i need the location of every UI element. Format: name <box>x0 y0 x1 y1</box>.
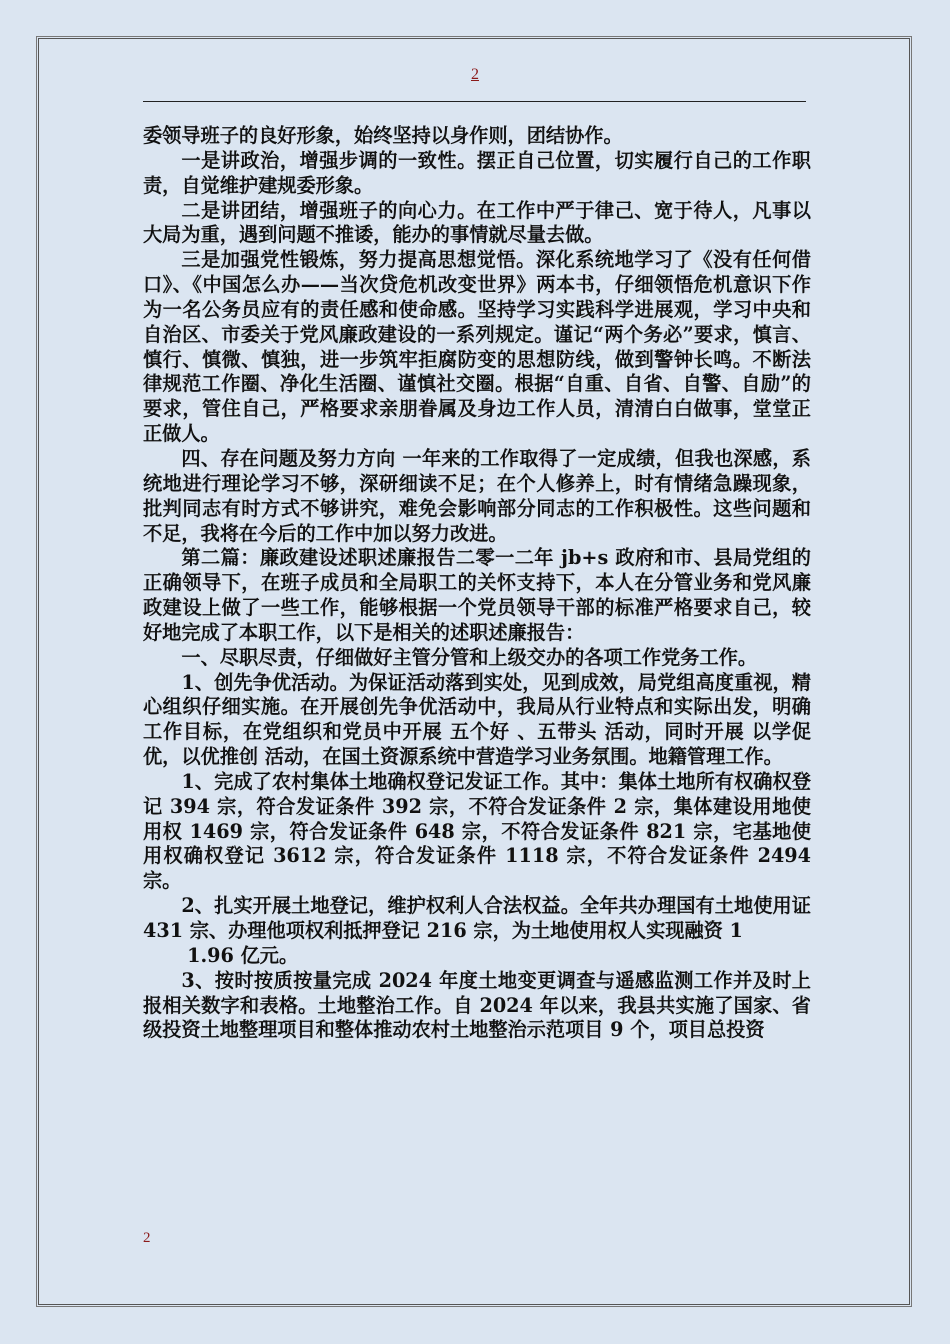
paragraph: 三是加强党性锻炼，努力提高思想觉悟。深化系统地学习了《没有任何借口》、《中国怎么办——当次贷危机改变世界》两本书，仔细领悟危机意识下作为一名公务员应有的责任感和使命感。坚持学习实践科学进展观，学习中央和自治区、市委关于党风廉政建设的一系列规定。谨记“两个务必”要求，慎言、慎行、慎微、慎独，进一步筑牢拒腐防变的思想防线，做到警钟长鸣。不断法律规范工作圈、净化生活圈、谨慎社交圈。根据“自重、自省、自警、自励”的要求，管住自己，严格要求亲朋眷属及身边工作人员，清清白白做事，堂堂正正做人。 <box>143 248 811 446</box>
paragraph: 3、按时按质按量完成 2024 年度土地变更调查与遥感监测工作并及时上报相关数字和表格。土地整治工作。自 2024 年以来，我县共实施了国家、省级投资土地整理项目和整体推动农村土地整治示范项目 9 个，项目总投资 <box>143 968 811 1042</box>
header-page-number: 2 <box>471 66 479 83</box>
paragraph: 1、完成了农村集体土地确权登记发证工作。其中：集体土地所有权确权登记 394 宗，符合发证条件 392 宗，不符合发证条件 2 宗，集体建设用地使用权 1469 宗，符合发证条件 648 宗，不符合发证条件 821 宗，宅基地使用权确权登记 3612 宗，符合发证条件 1118 宗，不符合发证条件 2494 宗。 <box>143 769 811 893</box>
paragraph: 委领导班子的良好形象，始终坚持以身作则，团结协作。 <box>143 124 623 147</box>
paragraph: 第二篇：廉政建设述职述廉报告二零一二年 jb+s 政府和市、县局党组的正确领导下，在班子成员和全局职工的关怀支持下，本人在分管业务和党风廉政建设上做了一些工作，能够根据一个党员领导干部的标准严格要求自己，较好地完成了本职工作，以下是相关的述职述廉报告： <box>143 546 811 644</box>
footer-page-number: 2 <box>143 1230 151 1246</box>
paragraph: 1、创先争优活动。为保证活动落到实处，见到成效，局党组高度重视，精心组织仔细实施。在开展创先争优活动中，我局从行业特点和实际出发，明确工作目标，在党组织和党员中开展 五个好 、五带头 活动，同时开展 以学促优，以优推创 活动，在国土资源系统中营造学习业务氛围。地籍管理工作。 <box>143 670 811 769</box>
paragraph: 一、尽职尽责，仔细做好主管分管和上级交办的各项工作党务工作。 <box>181 645 758 669</box>
document-body <box>143 124 811 1043</box>
paragraph: 四、存在问题及努力方向 一年来的工作取得了一定成绩，但我也深感，系统地进行理论学习不够，深研细读不足；在个人修养上，时有情绪急躁现象，批判同志有时方式不够讲究，难免会影响部分同志的工作积极性。这些问题和不足，我将在今后的工作中加以努力改进。 <box>143 446 811 545</box>
paragraph: 一是讲政治，增强步调的一致性。摆正自己位置，切实履行自己的工作职责，自觉维护建规委形象。 <box>143 148 811 197</box>
header-rule <box>143 101 806 102</box>
paragraph: 二是讲团结，增强班子的向心力。在工作中严于律己、宽于待人，凡事以大局为重，遇到问题不推诿，能办的事情就尽量去做。 <box>143 198 811 247</box>
paragraph: 1.96 亿元。 <box>187 943 299 967</box>
paragraph: 2、扎实开展土地登记，维护权利人合法权益。全年共办理国有土地使用证 431 宗、办理他项权利抵押登记 216 宗，为土地使用权人实现融资 1 <box>143 894 811 942</box>
